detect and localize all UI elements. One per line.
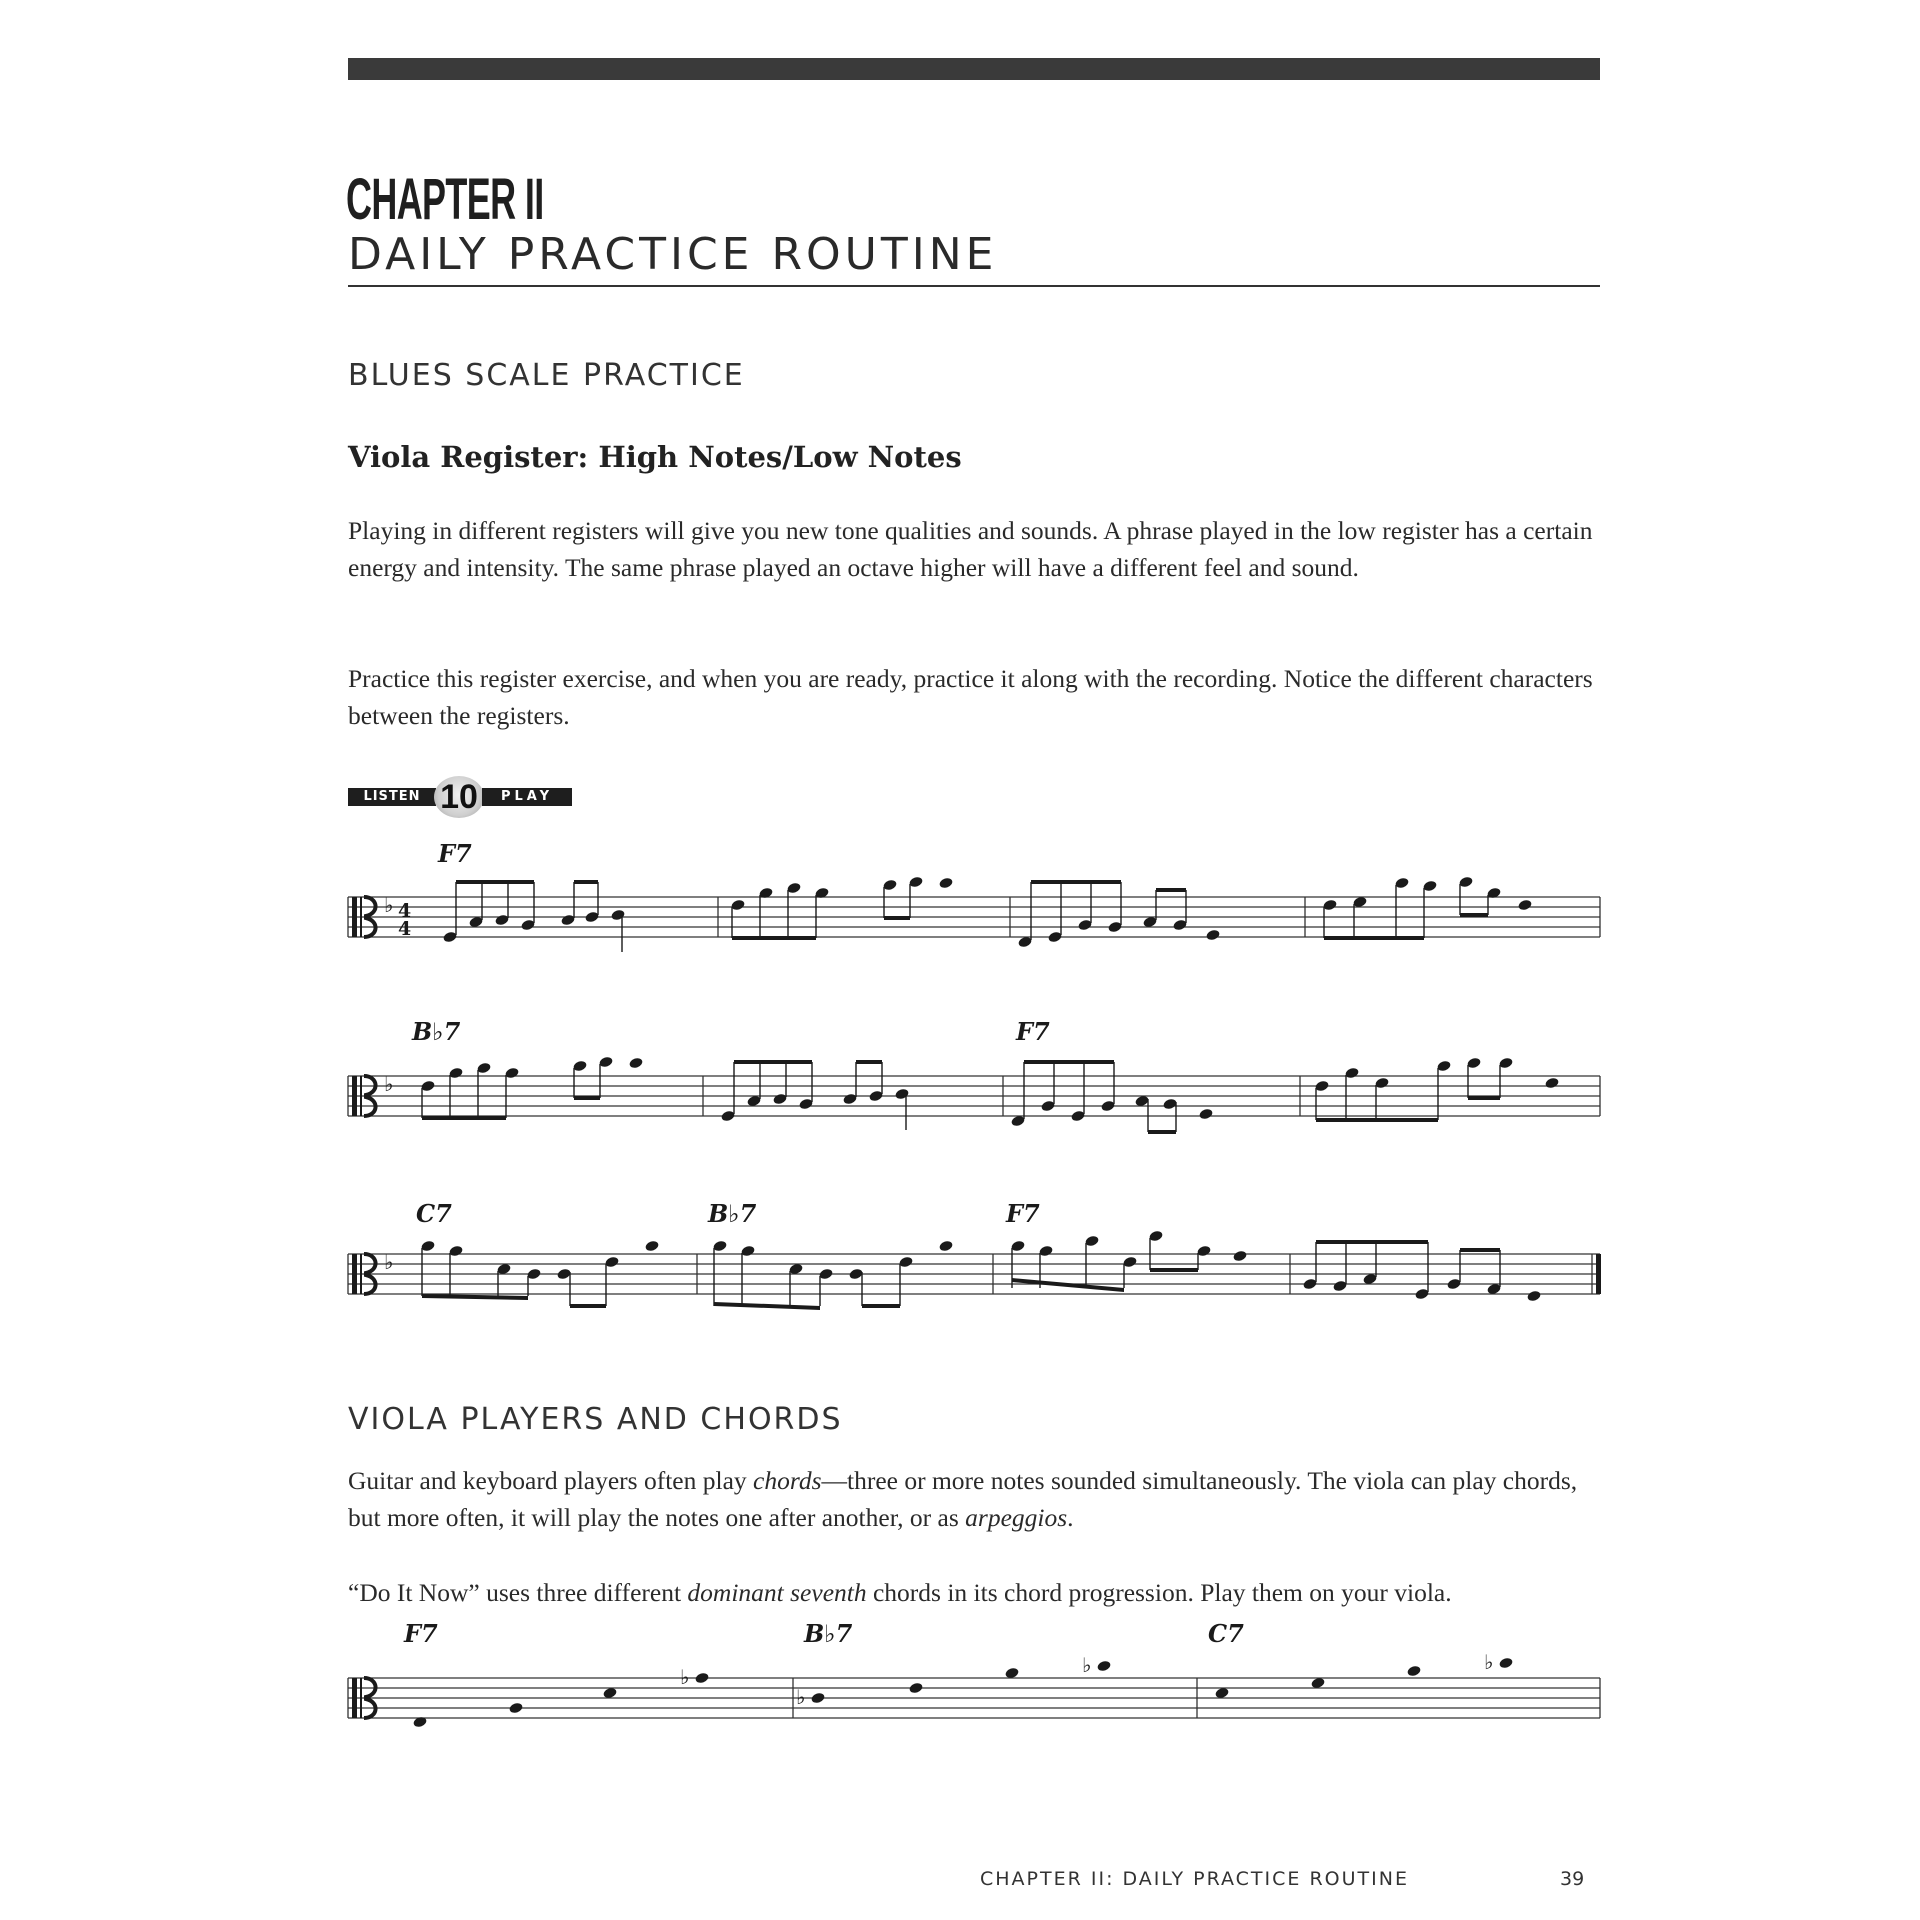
term-arpeggios: arpeggios (965, 1503, 1068, 1532)
subheading-viola-register: Viola Register: High Notes/Low Notes (348, 440, 962, 474)
staff-system-3 (348, 1199, 1601, 1310)
svg-text:♭: ♭ (384, 893, 394, 917)
paragraph-practice: Practice this register exercise, and when you are ready, practice it along with the recording. Notice the different characters between the registers. (348, 664, 1593, 730)
svg-text:♭: ♭ (1484, 1650, 1494, 1674)
chapter-label: CHAPTER II (346, 167, 544, 232)
section-heading-blues-scale: BLUES SCALE PRACTICE (348, 358, 745, 393)
chord-symbol: F7 (1016, 1017, 1050, 1046)
chord-symbol: B♭7 (804, 1619, 853, 1648)
svg-text:♭: ♭ (680, 1665, 690, 1689)
text-run: Guitar and keyboard players often play (348, 1466, 754, 1495)
term-dominant-seventh: dominant seventh (687, 1578, 867, 1607)
svg-text:♭: ♭ (796, 1685, 806, 1709)
paragraph-registers: Playing in different registers will give you new tone qualities and sounds. A phrase played in the low register has a certain energy and intensity. The same phrase played an octave higher will have a different feel and sound. (348, 516, 1593, 582)
svg-text:♭: ♭ (384, 1250, 394, 1274)
chord-symbol: C7 (1208, 1619, 1244, 1648)
staff-system-2 (348, 1017, 1600, 1134)
text-run: . (1067, 1503, 1074, 1532)
staff-system-4 (348, 1619, 1600, 1728)
time-signature-top: 4 (398, 900, 412, 922)
paragraph-chords (348, 1462, 1608, 1536)
chapter-title: DAILY PRACTICE ROUTINE (348, 229, 998, 280)
text-run: “Do It Now” uses three different (348, 1578, 688, 1607)
paragraph-do-it-now (348, 1574, 1608, 1611)
staff-system-1 (348, 839, 1600, 952)
section-heading-viola-chords: VIOLA PLAYERS AND CHORDS (348, 1402, 843, 1437)
chord-symbol: B♭7 (708, 1199, 757, 1228)
svg-text:♭: ♭ (1082, 1653, 1092, 1677)
term-chords: chords (753, 1466, 822, 1495)
text-run: —three or more notes sounded simultaneously. The viola can play chords, but more often, it will play the notes one after another, or as (348, 1466, 1578, 1532)
chord-symbol: B♭7 (412, 1017, 461, 1046)
chord-symbol: F7 (438, 839, 472, 868)
chord-symbol: C7 (416, 1199, 452, 1228)
text-run: chords in its chord progression. Play them on your viola. (866, 1578, 1452, 1607)
chord-symbol: F7 (404, 1619, 438, 1648)
running-footer: CHAPTER II: DAILY PRACTICE ROUTINE (980, 1868, 1409, 1890)
chord-symbol: F7 (1006, 1199, 1040, 1228)
track-number-icon: 10 (434, 776, 484, 818)
svg-text:♭: ♭ (384, 1072, 394, 1096)
listen-label: LISTEN (348, 788, 436, 806)
time-signature-bottom: 4 (398, 918, 412, 940)
play-label: PLAY (482, 788, 572, 806)
page-number: 39 (1560, 1868, 1585, 1890)
